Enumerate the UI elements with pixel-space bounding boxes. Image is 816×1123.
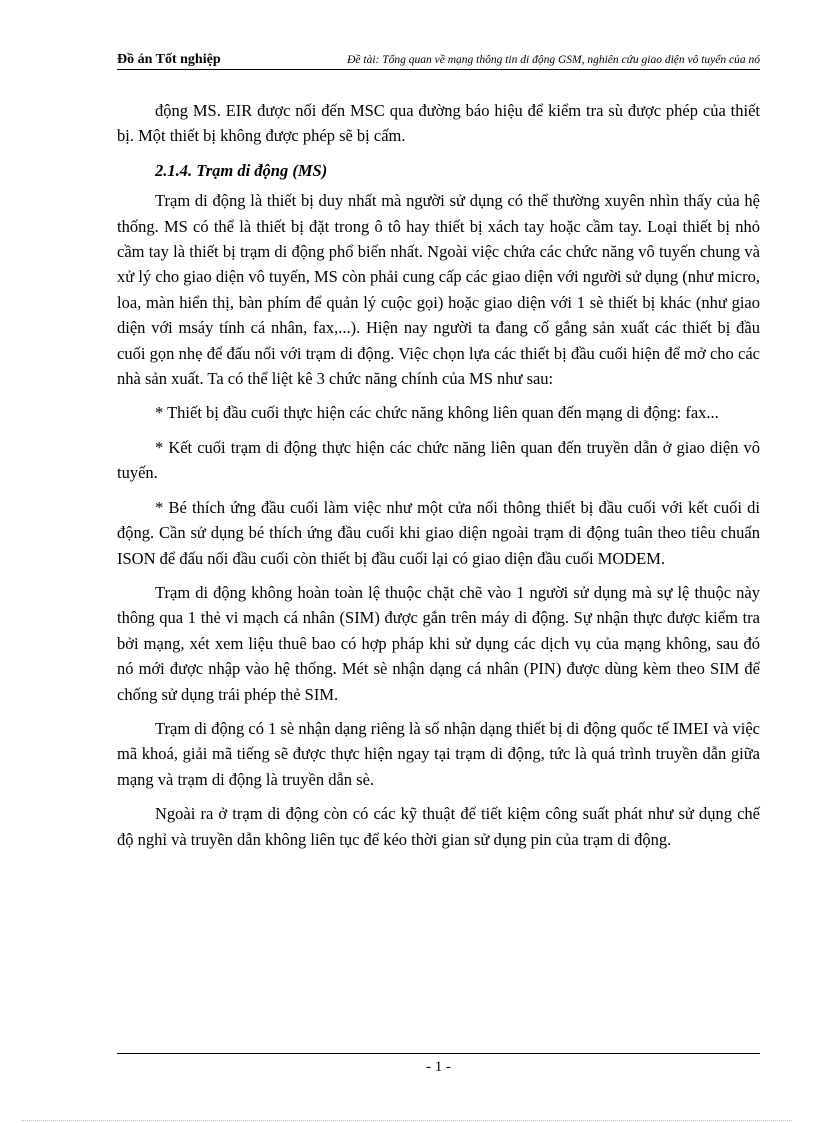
page-number: - 1 - [426,1059,451,1075]
section-title: 2.1.4. Trạm di động (MS) [155,160,328,180]
paragraph-imei: Trạm di động có 1 sè nhận dạng riêng là số nhận dạng thiết bị di động quốc tế IMEI và việc mã khoá, giải mã tiếng sẽ được thực hiện ngay tại trạm di động, tức là quá trình truyền dẫn giữa mạng và trạm di động là truyền dẫn sè. [117,718,760,789]
paragraph-sim: Trạm di động không hoàn toàn lệ thuộc chặt chẽ vào 1 người sử dụng mà sự lệ thuộc này thông qua 1 thẻ vi mạch cá nhân (SIM) được gắn trên máy di động. Sự nhận thực được kiểm tra bởi mạng, xét xem liệu thuê bao có hợp pháp khi sử dụng các dịch vụ của mạng không, sau đó nó mới được nhập vào hệ thống. Mét sè nhận dạng cá nhân (PIN) được dùng kèm theo SIM để chống sử dụng trái phép thẻ SIM. [117,582,760,704]
paragraph-ms-overview: Trạm di động là thiết bị duy nhất mà người sử dụng có thể thường xuyên nhìn thấy của hệ thống. MS có thể là thiết bị đặt trong ô tô hay thiết bị xách tay hoặc cầm tay. Loại thiết bị nhỏ cầm tay là thiết bị trạm di động phổ biến nhất. Ngoài việc chứa các chức năng vô tuyến chung và xử lý cho giao diện vô tuyến, MS còn phải cung cấp các giao diện với người sử dụng (như micro, loa, màn hiển thị, bàn phím để quản lý cuộc gọi) hoặc giao diện với 1 sè thiết bị khác (như giao diện với msáy tính cá nhân, fax,...). Hiện nay người ta đang cố gắng sản xuất các thiết bị đầu cuối gọn nhẹ để đấu nối với trạm di động. Việc chọn lựa các thiết bị đầu cuối hiện để mở cho các nhà sản xuất. Ta có thể liệt kê 3 chức năng chính của MS như sau: [117,191,760,389]
paragraph-terminal-adapter: * Bé thích ứng đầu cuối làm việc như một cửa nối thông thiết bị đầu cuối với kết cuối di động. Cần sử dụng bé thích ứng đầu cuối khi giao diện ngoài trạm di động tuân theo tiêu chuẩn ISON để đấu nối đầu cuối còn thiết bị đầu cuối lại có giao diện đầu cuối MODEM. [117,497,760,568]
page-header [117,49,760,70]
paragraph-power-saving: Ngoài ra ở trạm di động còn có các kỹ thuật để tiết kiệm công suất phát như sử dụng chế độ nghỉ và truyền dẫn không liên tục để kéo thời gian sử dụng pin của trạm di động. [117,804,760,849]
page-bottom-border [22,1120,792,1121]
header-thesis-title: Đề tài: Tổng quan về mạng thông tin di động GSM, nghiên cứu giao diện vô tuyến của nó [347,54,760,66]
page-content [117,98,760,861]
intro-paragraph: động MS. EIR được nối đến MSC qua đường báo hiệu để kiểm tra sù được phép của thiết bị. Một thiết bị không được phép sẽ bị cấm. [117,101,760,146]
footer-divider [117,1053,760,1054]
paragraph-terminal-equipment: * Thiết bị đầu cuối thực hiện các chức năng không liên quan đến mạng di động: fax... [155,403,719,423]
header-document-type: Đồ án Tốt nghiệp [117,52,221,67]
paragraph-mobile-termination: * Kết cuối trạm di động thực hiện các chức năng liên quan đến truyền dẫn ở giao diện vô tuyến. [117,437,760,483]
